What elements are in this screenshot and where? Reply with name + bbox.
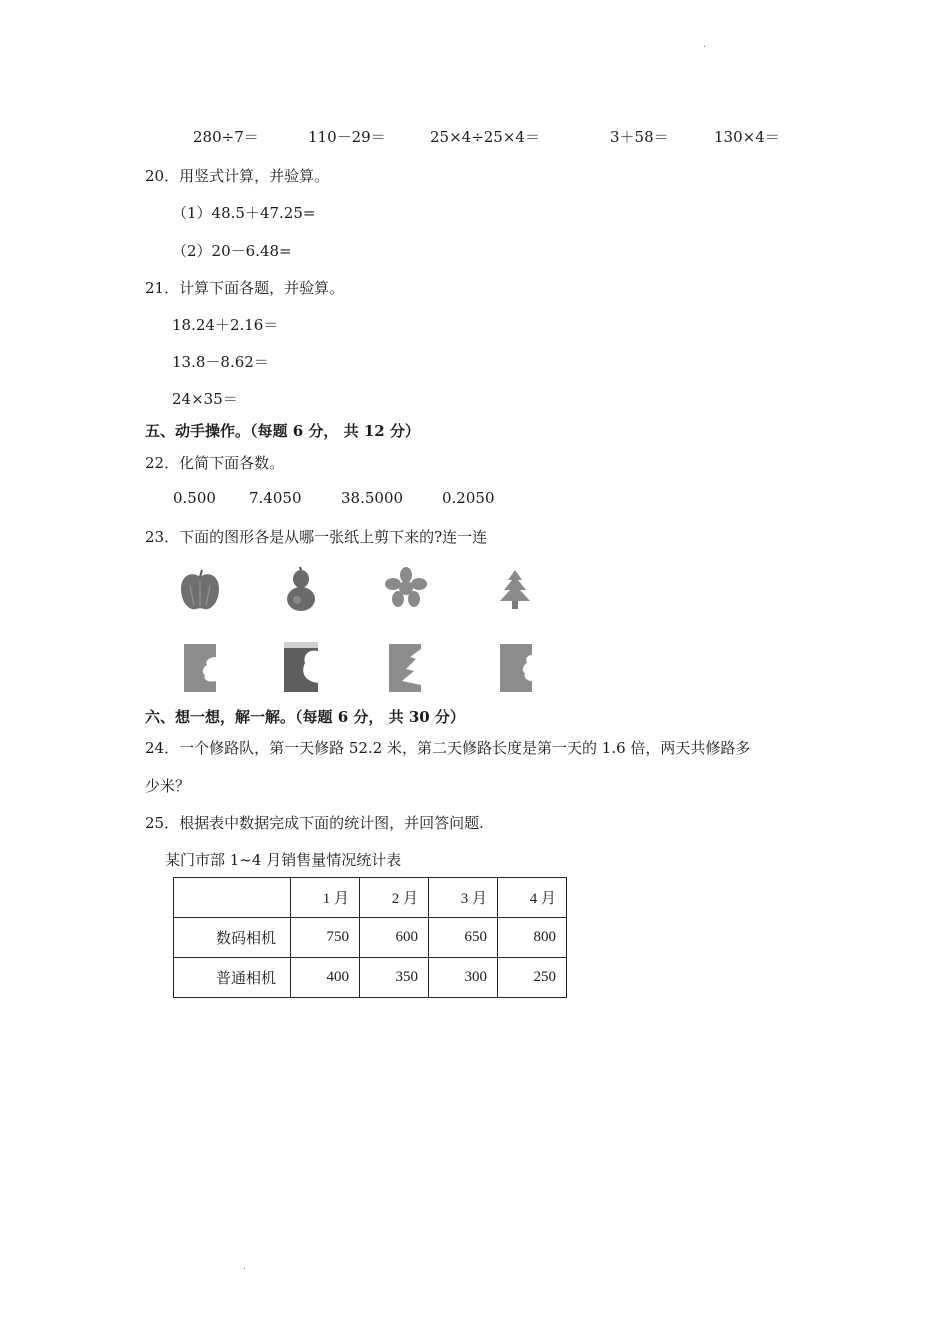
- question-21-item: 18.24＋2.16＝: [172, 316, 279, 334]
- question-23-title: 23．下面的图形各是从哪一张纸上剪下来的?连一连: [145, 528, 488, 546]
- paper-cutout-2: [283, 641, 319, 693]
- question-21-title: 21．计算下面各题，并验算。: [145, 279, 345, 297]
- top-dot: .: [703, 40, 706, 50]
- column-header: 3 月: [429, 878, 498, 918]
- calc-item: 130×4＝: [714, 128, 780, 146]
- apple-icon: [178, 567, 222, 613]
- column-header: 2 月: [360, 878, 429, 918]
- section-5-heading: 五、动手操作。（每题 6 分， 共 12 分）: [145, 422, 420, 440]
- calc-item: 3＋58＝: [610, 128, 669, 146]
- table-cell: 350: [360, 958, 429, 998]
- row-header: 普通相机: [174, 958, 291, 998]
- table-cell: 750: [291, 918, 360, 958]
- paper-cutout-1: [183, 643, 217, 693]
- gourd-icon: [281, 566, 321, 614]
- table-row: [174, 958, 567, 998]
- table-corner-cell: [174, 878, 291, 918]
- decimal-number: 0.2050: [442, 489, 495, 507]
- calc-item: 110－29＝: [308, 128, 386, 146]
- table-cell: 400: [291, 958, 360, 998]
- tree-icon: [496, 568, 534, 610]
- decimal-number: 38.5000: [341, 489, 404, 507]
- table-row: [174, 918, 567, 958]
- column-header: 1 月: [291, 878, 360, 918]
- table-cell: 800: [498, 918, 567, 958]
- paper-cutout-4: [499, 643, 533, 693]
- table-cell: 250: [498, 958, 567, 998]
- paper-cutout-3: [388, 643, 422, 693]
- question-22-title: 22．化简下面各数。: [145, 454, 285, 472]
- section-6-heading: 六、想一想，解一解。（每题 6 分， 共 30 分）: [145, 708, 465, 726]
- calc-item: 25×4÷25×4＝: [430, 128, 540, 146]
- table-caption: 某门市部 1~4 月销售量情况统计表: [165, 851, 402, 869]
- question-21-item: 13.8－8.62＝: [172, 353, 269, 371]
- question-24-line1: 24．一个修路队，第一天修路 52.2 米，第二天修路长度是第一天的 1.6 倍，两天共修路多: [145, 739, 751, 757]
- table-header-row: [174, 878, 567, 918]
- question-24-line2: 少米？: [145, 777, 191, 795]
- flower-icon: [383, 566, 429, 608]
- question-20-title: 20．用竖式计算，并验算。: [145, 167, 330, 185]
- table-cell: 300: [429, 958, 498, 998]
- bottom-dot: .: [243, 1262, 246, 1272]
- table-cell: 650: [429, 918, 498, 958]
- table-cell: 600: [360, 918, 429, 958]
- question-20-item: （1）48.5＋47.25=: [172, 204, 316, 222]
- decimal-number: 0.500: [173, 489, 216, 507]
- question-20-item: （2）20－6.48=: [172, 242, 292, 260]
- sales-table: [173, 877, 567, 998]
- row-header: 数码相机: [174, 918, 291, 958]
- decimal-number: 7.4050: [249, 489, 302, 507]
- calc-item: 280÷7＝: [193, 128, 259, 146]
- question-25-title: 25．根据表中数据完成下面的统计图，并回答问题.: [145, 814, 484, 832]
- question-21-item: 24×35＝: [172, 390, 238, 408]
- column-header: 4 月: [498, 878, 567, 918]
